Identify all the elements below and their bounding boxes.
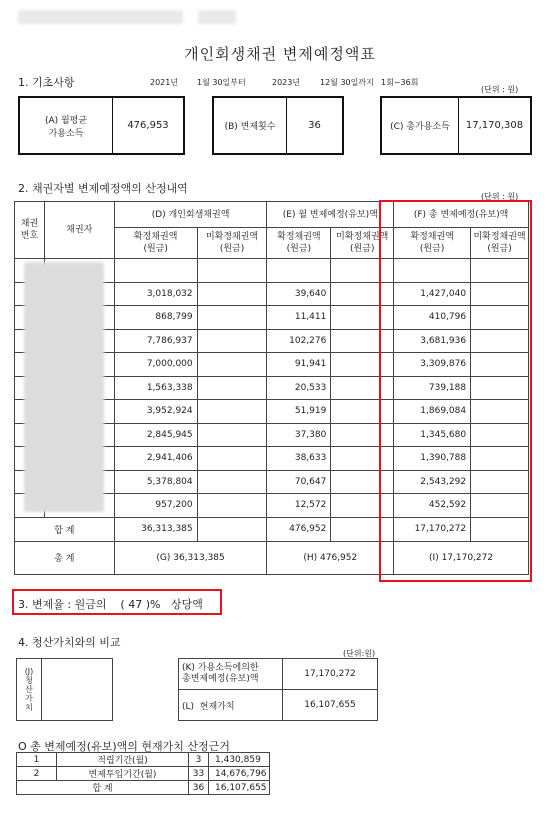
d-fixed: 5,378,804 [114, 470, 197, 494]
col-header-e: (E) 월 변제예정(유보)액 [267, 202, 394, 228]
pv-v: 14,676,796 [209, 767, 270, 781]
rounds: 1회~36회 [381, 78, 419, 87]
j-label: (J) 청 산 가 치 [17, 659, 42, 721]
pv-n: 3 [189, 753, 209, 767]
sub-header-e-unfixed: 미확정채권액 (원금) [331, 228, 394, 259]
l-label: (L) 현재가치 [179, 690, 283, 721]
d-fixed: 957,200 [114, 494, 197, 518]
e-fixed: 102,276 [267, 329, 331, 353]
e-fixed: 39,640 [267, 282, 331, 306]
d-unfixed [197, 376, 267, 400]
liquidation-table [16, 658, 113, 721]
section4-heading: 4. 청산가치와의 비교 [18, 636, 121, 649]
box-c-value: 17,170,308 [465, 120, 524, 131]
pv-sum-v: 16,107,655 [209, 781, 270, 795]
k-value: 17,170,272 [283, 659, 378, 690]
pv-label: 변제투입기간(월) [57, 767, 189, 781]
sub-header-d-unfixed: 미확정채권액 (원금) [197, 228, 267, 259]
sum-label: 합 계 [15, 517, 115, 541]
d-unfixed [197, 282, 267, 306]
f-fixed: 2,543,292 [394, 470, 471, 494]
sub-header-e-fixed: 확정채권액 (원금) [267, 228, 331, 259]
d-unfixed [197, 494, 267, 518]
f-fixed: 1,345,680 [394, 423, 471, 447]
d-unfixed [197, 353, 267, 377]
redacted-creditor-names [24, 262, 104, 512]
pv-sum-n: 36 [189, 781, 209, 795]
d-unfixed [197, 423, 267, 447]
f-fixed: 739,188 [394, 376, 471, 400]
box-c-label: (C) 총가용소득 [382, 98, 459, 153]
e-fixed [267, 259, 331, 283]
e-fixed: 70,647 [267, 470, 331, 494]
d-unfixed [197, 470, 267, 494]
highlight-column-f [379, 200, 532, 582]
pv-row [17, 767, 270, 781]
d-fixed: 7,786,937 [114, 329, 197, 353]
e-fixed: 37,380 [267, 423, 331, 447]
total-h: (H) 476,952 [267, 541, 394, 574]
end-year: 2023년 [272, 78, 301, 87]
section5-heading: O 총 변제예정(유보)액의 현재가치 산정근거 [18, 740, 230, 753]
col-header-f: (F) 총 변제예정(유보)액 [394, 202, 529, 228]
section1-heading: 1. 기초사항 [18, 76, 75, 89]
f-fixed: 1,427,040 [394, 282, 471, 306]
e-fixed: 20,533 [267, 376, 331, 400]
j-value [42, 659, 113, 721]
sub-header-f-unfixed: 미확정채권액 (원금) [471, 228, 529, 259]
f-fixed: 3,309,876 [394, 353, 471, 377]
e-fixed: 51,919 [267, 400, 331, 424]
pv-n: 33 [189, 767, 209, 781]
sum-d-unfixed [197, 517, 267, 541]
e-fixed: 12,572 [267, 494, 331, 518]
d-fixed: 7,000,000 [114, 353, 197, 377]
pv-sum-label: 합 계 [17, 781, 189, 795]
present-value-table [16, 752, 270, 795]
e-fixed: 38,633 [267, 447, 331, 471]
pv-no: 2 [17, 767, 57, 781]
box-a-monthly-income [18, 96, 185, 155]
box-b-label: (B) 변제횟수 [214, 98, 287, 153]
box-b-repayment-count [212, 96, 344, 155]
pv-row [17, 753, 270, 767]
start-date: 1월 30일부터 [197, 78, 246, 87]
box-a-value: 476,953 [127, 120, 169, 131]
col-header-d: (D) 개인회생채권액 [114, 202, 267, 228]
total-label: 총 계 [15, 541, 115, 574]
d-fixed: 3,018,032 [114, 282, 197, 306]
col-header-creditor: 채권자 [44, 202, 114, 259]
d-fixed [114, 259, 197, 283]
sub-header-f-fixed: 확정채권액 (원금) [394, 228, 471, 259]
k-label: (K) 가용소득에의한 총변제예정(유보)액 [179, 659, 283, 690]
e-fixed: 91,941 [267, 353, 331, 377]
f-fixed: 1,390,788 [394, 447, 471, 471]
comparison-table [178, 658, 378, 721]
section2-heading: 2. 채권자별 변제예정액의 산정내역 [18, 182, 188, 195]
box-c-total-income [380, 96, 532, 155]
box-a-label-line2: 가용소득 [48, 128, 84, 139]
unit-4: (단위:원) [343, 649, 376, 658]
repayment-rate: 3. 변제율 : 원금의 ( 47 )% 상당액 [18, 598, 203, 611]
pv-no: 1 [17, 753, 57, 767]
d-unfixed [197, 259, 267, 283]
doc-title: 개인회생채권 변제예정액표 [184, 45, 376, 63]
total-i: (I) 17,170,272 [394, 541, 529, 574]
d-fixed: 2,941,406 [114, 447, 197, 471]
sum-f: 17,170,272 [394, 517, 471, 541]
box-b-value: 36 [308, 120, 321, 131]
f-fixed: 1,869,084 [394, 400, 471, 424]
sum-d: 36,313,385 [114, 517, 197, 541]
pv-v: 1,430,859 [209, 753, 270, 767]
box-a-label [20, 98, 113, 153]
l-value: 16,107,655 [283, 690, 378, 721]
d-unfixed [197, 447, 267, 471]
f-fixed: 452,592 [394, 494, 471, 518]
d-fixed: 868,799 [114, 306, 197, 330]
unit-1: (단위 : 원) [481, 85, 519, 94]
d-unfixed [197, 306, 267, 330]
f-fixed: 410,796 [394, 306, 471, 330]
col-header-no: 채권 번호 [15, 202, 45, 259]
total-g: (G) 36,313,385 [114, 541, 267, 574]
d-unfixed [197, 400, 267, 424]
d-unfixed [197, 329, 267, 353]
d-fixed: 1,563,338 [114, 376, 197, 400]
f-fixed: 3,681,936 [394, 329, 471, 353]
end-date: 12월 30일까지 [320, 78, 374, 87]
redacted-header-1 [18, 10, 183, 24]
redacted-header-2 [198, 10, 236, 24]
start-year: 2021년 [150, 78, 179, 87]
sum-e: 476,952 [267, 517, 331, 541]
unit-2: (단위 : 원) [481, 192, 519, 201]
d-fixed: 3,952,924 [114, 400, 197, 424]
d-fixed: 2,845,945 [114, 423, 197, 447]
e-fixed: 11,411 [267, 306, 331, 330]
sub-header-d-fixed: 확정채권액 (원금) [114, 228, 197, 259]
box-a-label-line1: (A) 월평균 [44, 115, 88, 126]
pv-label: 적립기간(월) [57, 753, 189, 767]
